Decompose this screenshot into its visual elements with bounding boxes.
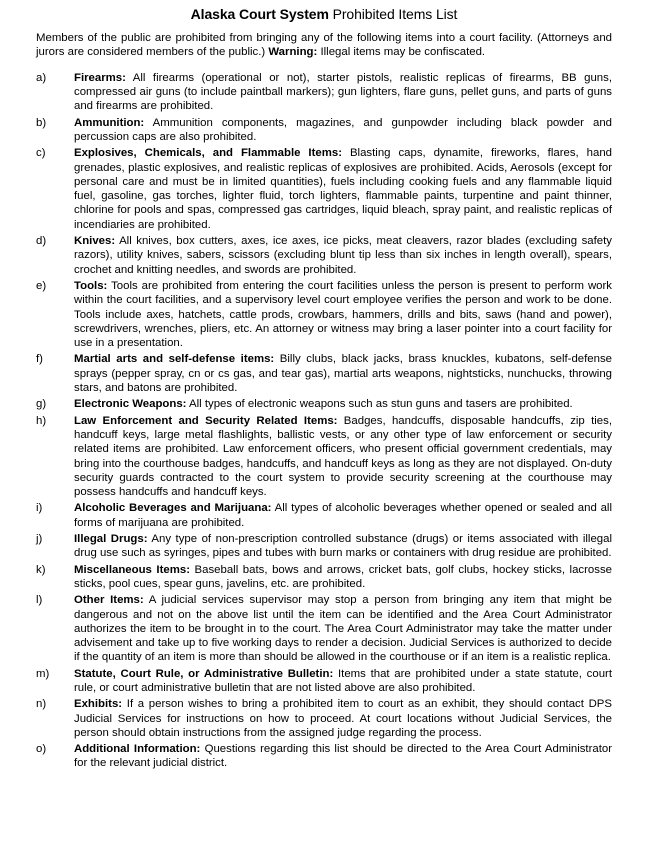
title-rest: Prohibited Items List: [328, 6, 458, 22]
list-item-label: Explosives, Chemicals, and Flammable Items:: [74, 147, 342, 160]
list-item-text: All types of electronic weapons such as stun guns and tasers are prohibited.: [186, 398, 573, 411]
list-item: [36, 532, 612, 561]
list-item-text: If a person wishes to bring a prohibited item to court as an exhibit, they should contact DPS Judicial Services for instructions on how to proceed. At court locations without Judicial Services, the person should obtain instructions from the assigned judge regarding the process.: [74, 698, 612, 739]
list-item-label: Illegal Drugs:: [74, 533, 148, 546]
list-item: [36, 71, 612, 114]
list-item: [36, 742, 612, 771]
list-item: [36, 234, 612, 277]
list-item: [36, 563, 612, 592]
list-item-marker: j): [36, 533, 43, 546]
list-item-text: Ammunition components, magazines, and gunpowder including black powder and percussion caps are also prohibited.: [74, 116, 612, 143]
list-item-body: [74, 397, 612, 411]
list-item-body: [74, 593, 612, 664]
list-item-body: [74, 501, 612, 530]
list-item-marker: d): [36, 235, 47, 248]
title-bold: Alaska Court System: [190, 6, 329, 22]
list-item-marker: l): [36, 594, 43, 607]
list-item-label: Law Enforcement and Security Related Items:: [74, 414, 338, 427]
intro-text: Members of the public are prohibited from bringing any of the following items into a court facility. (Attorneys and jurors are considered members of the public.): [36, 32, 612, 59]
list-item: [36, 116, 612, 145]
list-item-body: [74, 279, 612, 350]
list-item-body: [74, 146, 612, 232]
list-item-label: Exhibits:: [74, 698, 123, 711]
list-item-label: Ammunition:: [74, 116, 145, 129]
list-item-marker: b): [36, 116, 47, 129]
list-item-marker: f): [36, 353, 43, 366]
list-item-marker: i): [36, 502, 43, 515]
list-item-label: Tools:: [74, 279, 108, 292]
warning-text: Illegal items may be confiscated.: [317, 46, 486, 59]
list-item-marker: o): [36, 743, 47, 756]
list-item-text: Items that are prohibited under a state statute, court rule, or court administrative bulletin that are not listed above are also prohibited.: [74, 667, 612, 694]
list-item-label: Firearms:: [74, 71, 126, 84]
list-item-marker: h): [36, 414, 47, 427]
list-item-label: Statute, Court Rule, or Administrative Bulletin:: [74, 667, 334, 680]
list-item-marker: c): [36, 147, 46, 160]
warning-label: Warning:: [268, 46, 318, 59]
list-item: [36, 414, 612, 500]
list-item-text: Blasting caps, dynamite, fireworks, flares, hand grenades, plastic explosives, and realistic replicas of explosives are prohibited. Acids, Aerosols (except for personal care and must be in limited quantities), fuels including cooking fuels and any flammable liquid fuel, gasoline, gas torches, lighter fluid, torch lighters, flammable paints, turpentine and paint thinner, chlorine for pools and spas, compressed gas cartridges, liquid bleach, spray paint, and realistic replicas of incendiaries are prohibited.: [74, 147, 613, 231]
list-item-label: Alcoholic Beverages and Marijuana:: [74, 502, 272, 515]
list-item-marker: k): [36, 563, 46, 576]
list-item-label: Miscellaneous Items:: [74, 563, 190, 576]
list-item-label: Additional Information:: [74, 743, 201, 756]
list-item-text: Tools are prohibited from entering the court facilities unless the person is present to perform work within the court facilities, and a supervisory level court employee verifies the person and work to be done. Tools include axes, hatchets, cattle prods, crowbars, hammers, drills and bits, saws (hand and power), screwdrivers, wrenches, pliers, etc. An attorney or witness may bring a laser pointer into a court facility for use in a presentation.: [74, 279, 612, 350]
list-item: [36, 279, 612, 350]
list-item-label: Electronic Weapons:: [74, 398, 187, 411]
list-item-text: All firearms (operational or not), starter pistols, realistic replicas of firearms, BB guns, compressed air guns (to include paintball markers); gun lighters, flare guns, pellet guns, and parts of guns and firearms are prohibited.: [74, 71, 612, 113]
list-item: [36, 501, 612, 530]
list-item-marker: e): [36, 279, 47, 292]
list-item-marker: m): [36, 667, 50, 680]
list-item-text: Badges, handcuffs, disposable handcuffs, zip ties, handcuff keys, large metal flashlights, ballistic vests, or any other type of law enforcement or security related items are prohibited. Law enforcement officers, who present official government credentials, may bring into the courthouse badges, handcuffs, and handcuff keys as long as they are not displayed. On-duty security guards contracted to the court system to provide security screening at the courthouse may possess handcuffs and handcuff keys.: [74, 414, 612, 499]
list-item-body: [74, 697, 612, 740]
list-item: [36, 146, 612, 232]
page-title: [36, 6, 612, 22]
list-item-text: Billy clubs, black jacks, brass knuckles, kubatons, self-defense sprays (pepper spray, cn or cs gas, and tear gas), martial arts weapons, nightsticks, nunchucks, throwing stars, and batons are prohibited.: [74, 353, 613, 395]
list-item-body: [74, 71, 612, 114]
list-item: [36, 352, 612, 395]
list-item-label: Other Items:: [74, 594, 144, 607]
list-item-marker: a): [36, 71, 47, 84]
list-item-body: [74, 742, 612, 771]
list-item-label: Knives:: [74, 235, 116, 248]
list-item-body: [74, 532, 612, 561]
list-item-text: A judicial services supervisor may stop a person from bringing any item that might be dangerous and not on the above list until the item can be identified and the Area Court Administrator authorizes the item to be brought in to the court. The Area Court Administrator may take the matter under advisement and take up to five working days to render a decision. Judicial Services is authorized to decide if the quantity of an item is more than should be allowed in the courthouse or if an item is a realistic replica.: [74, 594, 612, 664]
list-item-marker: n): [36, 698, 47, 711]
intro-paragraph: [36, 31, 612, 60]
prohibited-items-list: [36, 71, 612, 771]
list-item-body: [74, 667, 612, 696]
list-item-text: Questions regarding this list should be directed to the Area Court Administrator for the relevant judicial district.: [74, 743, 613, 770]
list-item-text: Baseball bats, bows and arrows, cricket bats, golf clubs, hockey sticks, lacrosse sticks, pool cues, spear guns, javelins, etc. are prohibited.: [74, 563, 612, 590]
list-item-body: [74, 234, 612, 277]
list-item: [36, 397, 612, 411]
list-item: [36, 667, 612, 696]
list-item-text: All types of alcoholic beverages whether opened or sealed and all forms of marijuana are prohibited.: [74, 502, 612, 529]
list-item-body: [74, 414, 612, 500]
list-item-body: [74, 116, 612, 145]
list-item-marker: g): [36, 398, 47, 411]
list-item-body: [74, 563, 612, 592]
list-item-body: [74, 352, 612, 395]
list-item: [36, 593, 612, 664]
list-item-text: Any type of non-prescription controlled substance (drugs) or items associated with illegal drug use such as syringes, pipes and tubes with burn marks or containers with drug residue are prohibited.: [74, 533, 612, 560]
list-item-label: Martial arts and self-defense items:: [74, 353, 275, 366]
list-item-text: All knives, box cutters, axes, ice axes, ice picks, meat cleavers, razor blades (excluding safety razors), utility knives, sabers, scissors (excluding blunt tip less than six inches in length overall), spears, crochet and knitting needles, and swords are prohibited.: [74, 235, 612, 276]
list-item: [36, 697, 612, 740]
